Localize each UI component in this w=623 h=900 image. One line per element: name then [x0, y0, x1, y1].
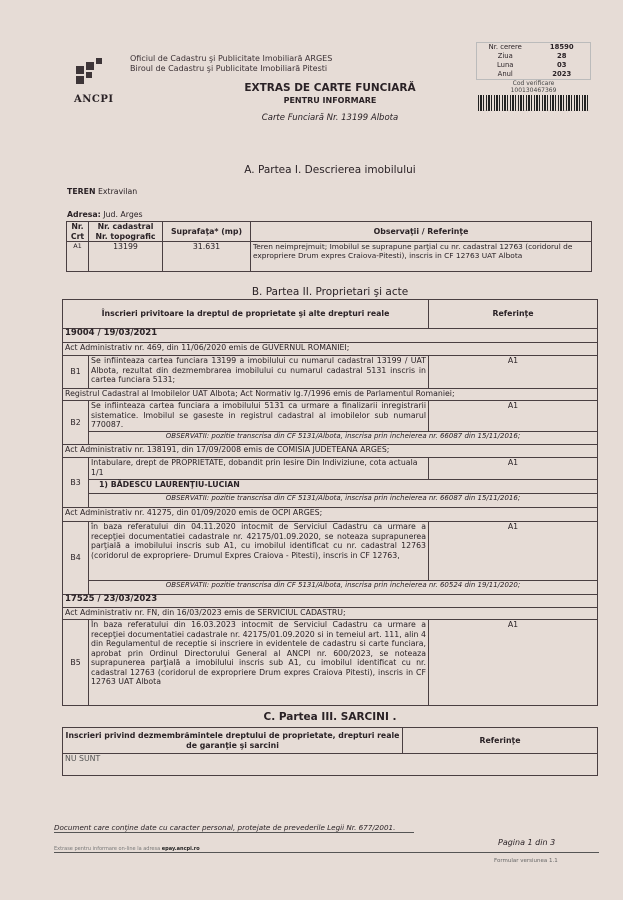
- barcode: [478, 95, 588, 111]
- col-suprafata: Suprafaţa* (mp): [163, 222, 251, 242]
- col-cadastral: Nr. cadastral Nr. topografic: [89, 222, 163, 242]
- entry-observation: OBSERVATII: pozitie transcrisa din CF 5131/Albota, inscrisa prin incheierea nr. 60524 din 19/11/2020;: [89, 581, 598, 595]
- entry-group-header: 19004 / 19/03/2021: [63, 329, 598, 343]
- entry-observation: OBSERVATII: pozitie transcrisa din CF 5131/Albota, inscrisa prin incheierea nr. 66087 din 15/11/2016;: [89, 432, 598, 445]
- entry-nr: B4: [63, 522, 89, 595]
- entry-observation: OBSERVATII: pozitie transcrisa din CF 5131/Albota, inscrisa prin incheierea nr. 66087 din 15/11/2016;: [89, 494, 598, 508]
- issuing-office: [130, 54, 332, 74]
- col-referinte: Referinţe: [429, 300, 598, 329]
- privacy-notice: Document care conţine date cu caracter personal, protejate de prevederile Legii Nr. 677/2001.: [54, 823, 414, 833]
- entry-text: Se infiinteaza cartea funciara 13199 a imobilului cu numarul cadastral 13199 / UAT Albota, rezultat din dezmembrarea imobilului cu numarul cadastral 5131 inscris in cartea funciara 5131;: [89, 356, 429, 389]
- entry-ref: A1: [429, 356, 598, 389]
- info-row: [477, 70, 590, 79]
- col-nr: Nr. Crt: [67, 222, 89, 242]
- site-link[interactable]: epay.ancpi.ro: [161, 846, 200, 852]
- request-info-box: [476, 42, 591, 80]
- address-value: Jud. Arges: [103, 210, 143, 219]
- online-label: Extrase pentru informare on-line la adresa: [54, 846, 161, 852]
- document-subtitle: PENTRU INFORMARE: [283, 96, 377, 105]
- act-row: Act Administrativ nr. 138191, din 17/09/2008 emis de COMISIA JUDETEANA ARGES;: [63, 445, 598, 458]
- info-value: 2023: [552, 70, 572, 78]
- section-c-title: C. Partea III. SARCINI .: [263, 711, 397, 723]
- act-row: Act Administrativ nr. 469, din 11/06/2020 emis de GUVERNUL ROMANIEI;: [63, 343, 598, 356]
- teren-label: TEREN: [67, 187, 96, 196]
- entry-text: În baza referatului din 16.03.2023 intocmit de Serviciul Cadastru ca urmare a recepţiei documentatiei cadastrale nr. 42175/01.09.2020 si in temeiul art. 111, alin 4 din Regulamentul de receptie si inscriere in evidentele de cadastru si carte funciara, aprobat prin Ordinul Directorului General al ANCPI nr. 600/2023, se noteaza suprapunerea parţială a imobilului inscris sub A1, cu imobilul identificat cu nr. cadastral 12763 (coridorul de expropriere Drum expres Craiova Pitesti), inscris in CF 12763 UAT Albota: [89, 620, 429, 706]
- entry-text: Se infiinteaza cartea funciara a imobilului 5131 ca urmare a finalizarii inregistrarii sistematice. Imobilul se gaseste in registrul cadastral al imobilelor sub numarul 770087.: [89, 401, 429, 432]
- sarcini-none: NU SUNT: [63, 754, 598, 776]
- info-label: Anul: [497, 70, 513, 78]
- teren-type: [67, 187, 137, 197]
- cod-value: 100130467369: [510, 87, 557, 94]
- entry-ref: A1: [429, 401, 598, 432]
- col-observatii: Observaţii / Referinţe: [251, 222, 592, 242]
- info-value: 18590: [549, 43, 574, 51]
- col-referinte: Referinţe: [403, 728, 598, 754]
- cell-nr: A1: [67, 242, 89, 272]
- entry-ref: A1: [429, 458, 598, 480]
- office-line-1: Oficiul de Cadastru şi Publicitate Imobiliară ARGES: [130, 54, 333, 63]
- act-row: Act Administrativ nr. 41275, din 01/09/2020 emis de OCPI ARGES;: [63, 508, 598, 522]
- act-row: Registrul Cadastral al Imobilelor UAT Albota; Act Normativ lg.7/1996 emis de Parlamentul Romaniei;: [63, 389, 598, 401]
- address: [67, 210, 143, 220]
- cod-label: Cod verificare: [512, 80, 555, 87]
- info-row: [477, 61, 590, 70]
- entry-nr: B2: [63, 401, 89, 445]
- ancpi-logo: [72, 58, 122, 118]
- page-number: Pagina 1 din 3: [498, 838, 556, 847]
- info-label: Nr. cerere: [488, 43, 522, 51]
- section-b-title: B. Partea II. Proprietari şi acte: [251, 286, 409, 298]
- cell-suprafata: 31.631: [163, 242, 251, 272]
- info-label: Luna: [497, 61, 514, 69]
- entry-nr: B5: [63, 620, 89, 706]
- info-row: [477, 43, 590, 52]
- owners-table: [62, 299, 598, 706]
- entry-ref: A1: [429, 620, 598, 706]
- col-inscrieri: Înscrieri privitoare la dreptul de proprietate şi alte drepturi reale: [63, 300, 429, 329]
- act-row: Act Administrativ nr. FN, din 16/03/2023 emis de SERVICIUL CADASTRU;: [63, 608, 598, 620]
- info-row: [477, 52, 590, 61]
- carte-funciara-number: Carte Funciară Nr. 13199 Albota: [261, 113, 399, 123]
- entry-ref: A1: [429, 522, 598, 581]
- col-sarcini: Inscrieri privind dezmembrămintele dreptului de proprietate, drepturi reale de garanţie şi sarcini: [63, 728, 403, 754]
- info-value: 28: [557, 52, 567, 60]
- cell-observatii: Teren neimprejmuit; Imobilul se suprapune parţial cu nr. cadastral 12763 (coridorul de expropriere Drum expres Craiova-Pitesti), inscris in CF 12763 UAT Albota: [251, 242, 592, 272]
- document-title: EXTRAS DE CARTE FUNCIARĂ: [244, 82, 416, 94]
- property-table: [66, 221, 592, 272]
- entry-group-header: 17525 / 23/03/2023: [63, 595, 598, 608]
- table-row: [67, 242, 592, 272]
- online-note: [54, 846, 200, 852]
- info-label: Ziua: [497, 52, 513, 60]
- entry-text: Intabulare, drept de PROPRIETATE, dobandit prin Iesire Din Indiviziune, cota actuala 1/1: [89, 458, 429, 480]
- cell-cadastral: 13199: [89, 242, 163, 272]
- form-version: Formular versiunea 1.1: [494, 858, 558, 864]
- footer-divider: [54, 852, 599, 853]
- entry-text: în baza referatului din 04.11.2020 intocmit de Serviciul Cadastru ca urmare a recepţiei documentatiei cadastrale nr. 42175/01.09.2020, se noteaza suprapunerea parţială a imobilului inscris sub A1, cu imobilul identificat cu nr. cadastral 12763 (coridorul de expropriere- Drumul Expres Craiova - Pitesti), inscris in CF 12763,: [89, 522, 429, 581]
- sarcini-table: [62, 727, 598, 776]
- office-line-2: Biroul de Cadastru şi Publicitate Imobiliară Pitesti: [130, 64, 328, 73]
- logo-text: ANCPI: [74, 94, 114, 105]
- teren-value: Extravilan: [97, 187, 138, 196]
- owner-name: 1) BĂDESCU LAURENŢIU-LUCIAN: [89, 480, 598, 494]
- verification-code: [476, 80, 591, 94]
- info-value: 03: [557, 61, 567, 69]
- address-label: Adresa:: [67, 210, 101, 219]
- entry-nr: B1: [63, 356, 89, 389]
- entry-nr: B3: [63, 458, 89, 508]
- section-a-title: A. Partea I. Descrierea imobilului: [244, 164, 416, 176]
